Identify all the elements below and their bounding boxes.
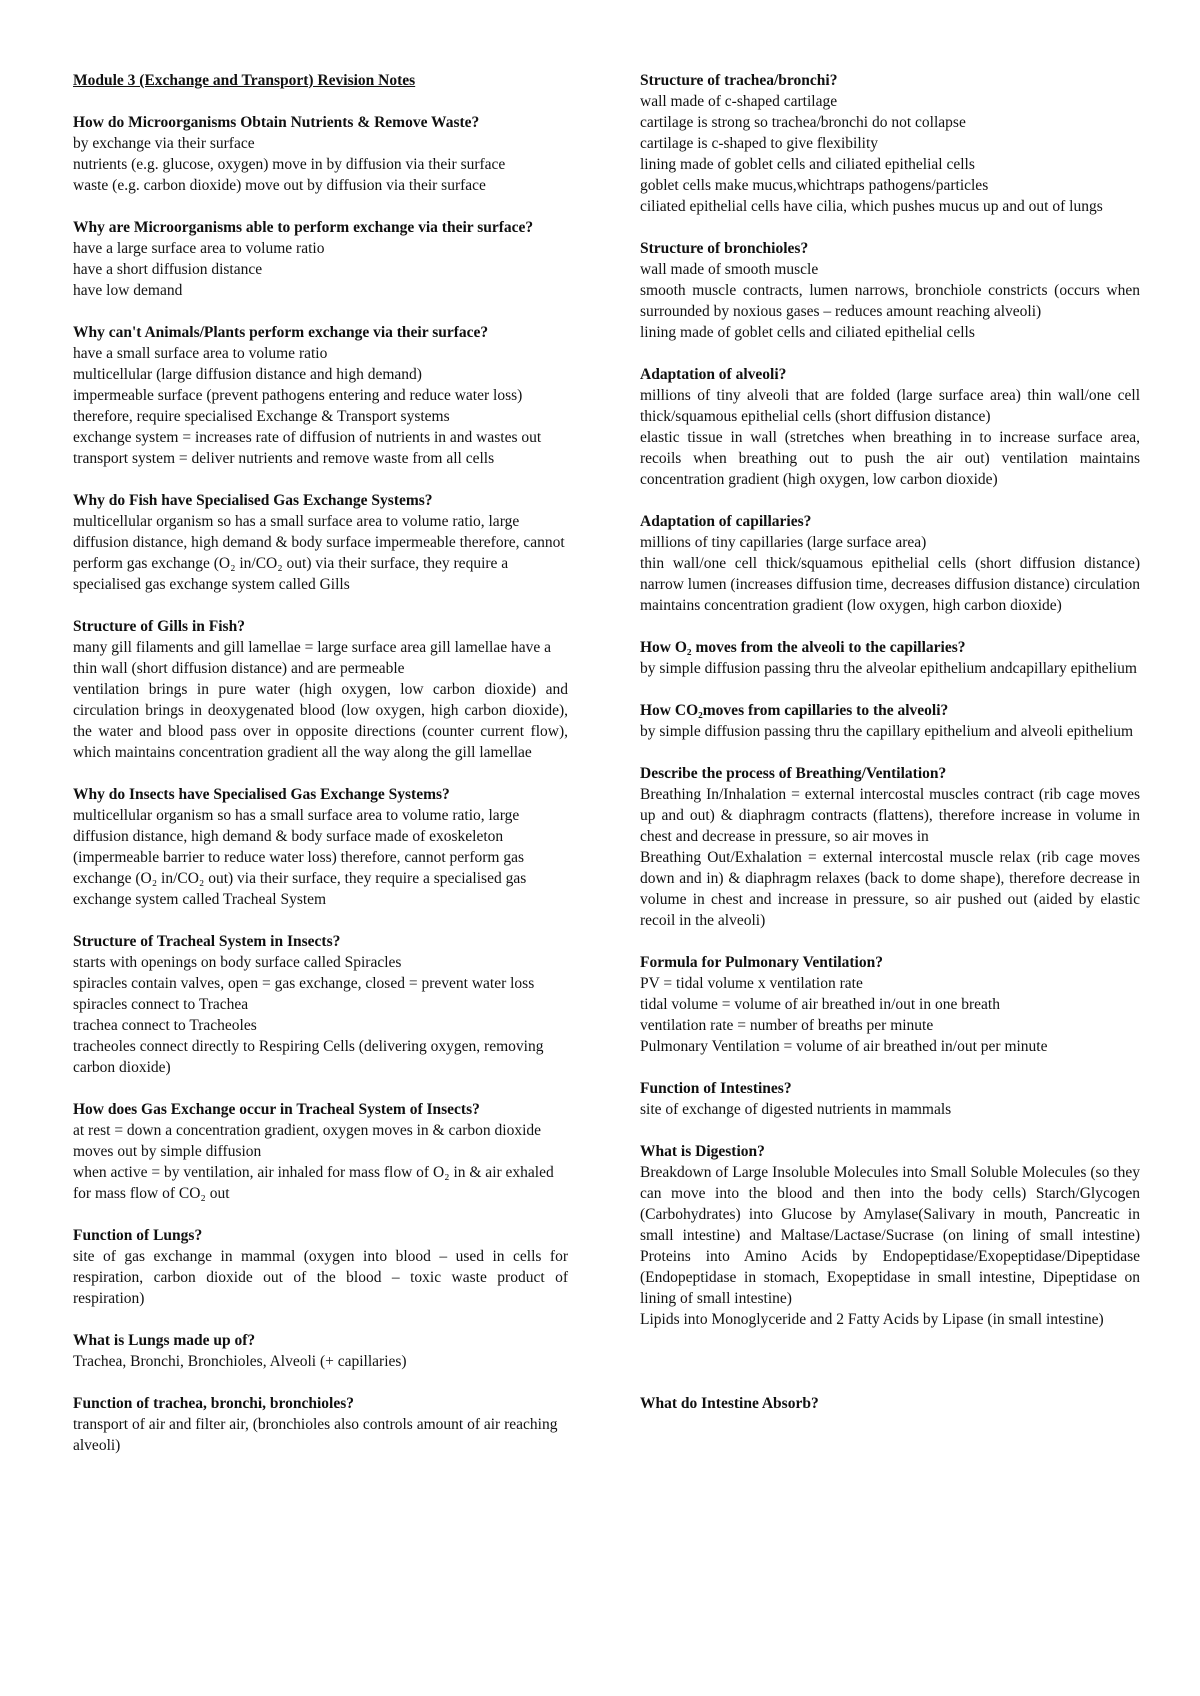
section-function-intestines [640, 1078, 1140, 1120]
page-title: Module 3 (Exchange and Transport) Revision Notes [73, 72, 416, 89]
section-line: Breakdown of Large Insoluble Molecules into Small Soluble Molecules (so they can move into the blood and then into the body cells) Starch/Glycogen (Carbohydrates) into Glucose by Amylase(Salivary in mouth, Pancreatic in small intestine) and Maltase/Lactase/Sucrase (on lining of small intestine) Proteins into Amino Acids by Endopeptidase/Exopeptidase/Dipeptidase (Endopeptidase in stomach, Exopeptidase in small intestine, Dipeptidase on lining of small intestine) [640, 1164, 1140, 1307]
section-pulmonary-ventilation [640, 952, 1140, 1057]
section-line: impermeable surface (prevent pathogens entering and reduce water loss) therefore, require specialised Exchange & Transport systems [73, 387, 523, 425]
section-heading: How CO₂moves from capillaries to the alveoli? [640, 702, 949, 719]
section-heading: Why are Microorganisms able to perform exchange via their surface? [73, 219, 534, 236]
section-line: have a large surface area to volume ratio [73, 240, 325, 257]
section-line: Breathing In/Inhalation = external intercostal muscles contract (rib cage moves up and out) & diaphragm contracts (flattens), therefore increase in volume in chest and decrease in pressure, so air moves in [640, 786, 1140, 845]
section-heading: Structure of bronchioles? [640, 240, 809, 257]
section-tracheal-structure [73, 931, 568, 1078]
section-heading: What do Intestine Absorb? [640, 1395, 819, 1412]
section-heading: Why do Insects have Specialised Gas Exchange Systems? [73, 786, 450, 803]
section-alveoli-adaptation [640, 364, 1140, 490]
section-line: wall made of c-shaped cartilage [640, 93, 838, 110]
section-function-airways [73, 1393, 568, 1456]
section-line: starts with openings on body surface called Spiracles [73, 954, 402, 971]
section-bronchioles-structure [640, 238, 1140, 343]
section-insects-gas-exchange [73, 784, 568, 910]
right-column [640, 70, 1140, 1435]
section-function-of-lungs [73, 1225, 568, 1309]
section-line: site of gas exchange in mammal (oxygen into blood – used in cells for respiration, carbon dioxide out of the blood – toxic waste product of respiration) [73, 1248, 568, 1307]
section-line: exchange system = increases rate of diffusion of nutrients in and wastes out [73, 429, 542, 446]
section-heading: How do Microorganisms Obtain Nutrients & Remove Waste? [73, 114, 480, 131]
section-heading: What is Lungs made up of? [73, 1332, 256, 1349]
section-line: millions of tiny capillaries (large surface area) [640, 534, 927, 551]
section-line: by exchange via their surface [73, 135, 255, 152]
section-line: lining made of goblet cells and ciliated epithelial cells [640, 324, 975, 341]
section-line: site of exchange of digested nutrients in mammals [640, 1101, 952, 1118]
section-line: transport of air and filter air, (bronchioles also controls amount of air reaching alveoli) [73, 1416, 558, 1454]
section-line: cartilage is c-shaped to give flexibility [640, 135, 879, 152]
section-line: tidal volume = volume of air breathed in/out in one breath [640, 996, 1000, 1013]
section-line: goblet cells make mucus,whichtraps pathogens/particles [640, 177, 989, 194]
section-line: lining made of goblet cells and ciliated epithelial cells [640, 156, 975, 173]
section-microorganisms-nutrients [73, 112, 568, 196]
section-line: nutrients (e.g. glucose, oxygen) move in by diffusion via their surface [73, 156, 506, 173]
section-animals-plants [73, 322, 568, 469]
section-what-is-digestion [640, 1141, 1140, 1330]
section-line: Trachea, Bronchi, Bronchioles, Alveoli (+ capillaries) [73, 1353, 407, 1370]
section-line: multicellular organism so has a small surface area to volume ratio, large diffusion distance, high demand & body surface made of exoskeleton (impermeable barrier to reduce water loss) therefore, cannot perform gas exchange (O₂ in/CO₂ out) via their surface, they require a specialised gas exchange system called Tracheal System [73, 807, 527, 908]
section-line: smooth muscle contracts, lumen narrows, bronchiole constricts (occurs when surrounded by noxious gases – reduces amount reaching alveoli) [640, 282, 1140, 320]
section-heading: Structure of Gills in Fish? [73, 618, 245, 635]
left-column [73, 70, 568, 1477]
section-line: cartilage is strong so trachea/bronchi do not collapse [640, 114, 966, 131]
section-line: thin wall/one cell thick/squamous epithelial cells (short diffusion distance) narrow lumen (increases diffusion time, decreases diffusion distance) circulation maintains concentration gradient (low oxygen, high carbon dioxide) [640, 555, 1140, 614]
section-gills-structure [73, 616, 568, 763]
section-tracheal-gas-exchange [73, 1099, 568, 1204]
section-lungs-made-up-of [73, 1330, 568, 1372]
section-intestine-absorb [640, 1393, 1140, 1414]
section-capillaries-adaptation [640, 511, 1140, 616]
section-line: have a short diffusion distance [73, 261, 263, 278]
section-line: spiracles connect to Trachea [73, 996, 249, 1013]
section-heading: Structure of Tracheal System in Insects? [73, 933, 341, 950]
section-line: ventilation brings in pure water (high oxygen, low carbon dioxide) and circulation brings in deoxygenated blood (low oxygen, high carbon dioxide), the water and blood pass over in opposite directions (counter current flow), which maintains concentration gradient all the way along the gill lamellae [73, 681, 568, 761]
section-heading: Adaptation of capillaries? [640, 513, 812, 530]
section-line: multicellular organism so has a small surface area to volume ratio, large diffusion distance, high demand & body surface impermeable therefore, cannot perform gas exchange (O₂ in/CO₂ out) via their surface, they require a specialised gas exchange system called Gills [73, 513, 565, 593]
section-line: wall made of smooth muscle [640, 261, 819, 278]
section-line: multicellular (large diffusion distance and high demand) [73, 366, 422, 383]
section-line: many gill filaments and gill lamellae = large surface area gill lamellae have a thin wall (short diffusion distance) and are permeable [73, 639, 551, 677]
section-line: spiracles contain valves, open = gas exchange, closed = prevent water loss [73, 975, 535, 992]
section-line: by simple diffusion passing thru the capillary epithelium and alveoli epithelium [640, 723, 1134, 740]
section-line: at rest = down a concentration gradient, oxygen moves in & carbon dioxide moves out by simple diffusion [73, 1122, 542, 1160]
section-line: ciliated epithelial cells have cilia, which pushes mucus up and out of lungs [640, 198, 1103, 215]
section-co2-movement [640, 700, 1140, 742]
section-line: Breathing Out/Exhalation = external intercostal muscle relax (rib cage moves down and in) & diaphragm relaxes (back to dome shape), therefore decrease in volume in chest and increase in pressure, so air pushed out (aided by elastic recoil in the alveoli) [640, 849, 1140, 929]
section-line: have low demand [73, 282, 183, 299]
section-line: trachea connect to Tracheoles [73, 1017, 257, 1034]
section-line: by simple diffusion passing thru the alveolar epithelium andcapillary epithelium [640, 660, 1137, 677]
section-line: ventilation rate = number of breaths per minute [640, 1017, 934, 1034]
section-trachea-structure [640, 70, 1140, 217]
section-heading: Adaptation of alveoli? [640, 366, 787, 383]
section-heading: What is Digestion? [640, 1143, 765, 1160]
spacer [640, 1351, 1140, 1393]
section-o2-movement [640, 637, 1140, 679]
section-heading: Function of Intestines? [640, 1080, 792, 1097]
section-line: Pulmonary Ventilation = volume of air breathed in/out per minute [640, 1038, 1048, 1055]
section-line: when active = by ventilation, air inhaled for mass flow of O₂ in & air exhaled for mass flow of CO₂ out [73, 1164, 554, 1202]
section-line: PV = tidal volume x ventilation rate [640, 975, 863, 992]
section-fish-gas-exchange [73, 490, 568, 595]
section-heading: How O₂ moves from the alveoli to the capillaries? [640, 639, 966, 656]
section-line: elastic tissue in wall (stretches when breathing in to increase surface area, recoils when breathing out to push the air out) ventilation maintains concentration gradient (high oxygen, low carbon dioxide) [640, 429, 1140, 488]
section-line: waste (e.g. carbon dioxide) move out by diffusion via their surface [73, 177, 486, 194]
section-microorganisms-exchange [73, 217, 568, 301]
section-heading: Function of Lungs? [73, 1227, 203, 1244]
section-heading: How does Gas Exchange occur in Tracheal System of Insects? [73, 1101, 480, 1118]
section-line: tracheoles connect directly to Respiring Cells (delivering oxygen, removing carbon dioxide) [73, 1038, 544, 1076]
section-line: millions of tiny alveoli that are folded (large surface area) thin wall/one cell thick/squamous epithelial cells (short diffusion distance) [640, 387, 1140, 425]
section-heading: Why do Fish have Specialised Gas Exchange Systems? [73, 492, 433, 509]
section-line: transport system = deliver nutrients and remove waste from all cells [73, 450, 495, 467]
section-heading: Structure of trachea/bronchi? [640, 72, 838, 89]
section-heading: Describe the process of Breathing/Ventilation? [640, 765, 947, 782]
section-heading: Function of trachea, bronchi, bronchioles? [73, 1395, 355, 1412]
section-heading: Formula for Pulmonary Ventilation? [640, 954, 883, 971]
section-heading: Why can't Animals/Plants perform exchange via their surface? [73, 324, 489, 341]
section-line: have a small surface area to volume ratio [73, 345, 328, 362]
section-line: Lipids into Monoglyceride and 2 Fatty Acids by Lipase (in small intestine) [640, 1311, 1104, 1328]
section-breathing-process [640, 763, 1140, 931]
